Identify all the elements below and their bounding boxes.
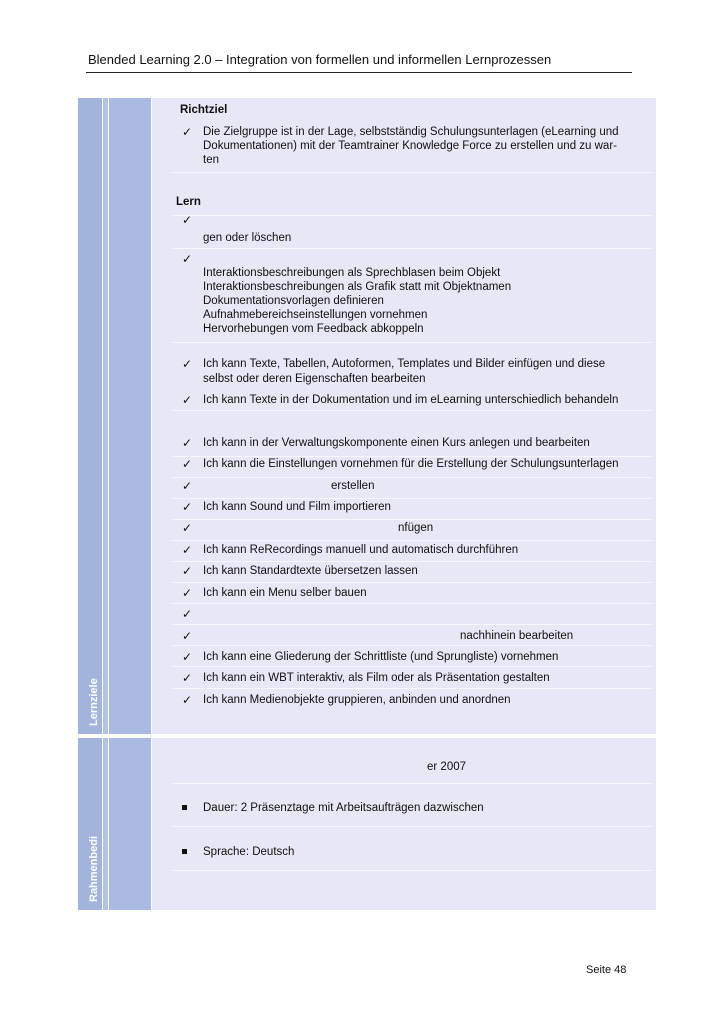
- rahmen-sprache: Sprache: Deutsch: [203, 846, 295, 858]
- lern-item-10: Ich kann ReRecordings manuell und automatisch durchführen: [203, 544, 519, 556]
- checkmark-icon: ✓: [182, 357, 193, 371]
- row-divider: [172, 561, 652, 562]
- row-divider: [172, 688, 652, 689]
- content-cell-lernziele: [152, 98, 656, 734]
- rahmen-dauer: Dauer: 2 Präsenztage mit Arbeitsaufträgen dazwischen: [203, 802, 484, 814]
- sidebar-column-b-lernziele: [103, 98, 108, 734]
- lern-item-17: Ich kann Medienobjekte gruppieren, anbinden und anordnen: [203, 694, 511, 706]
- square-bullet-icon: [182, 805, 187, 810]
- checkmark-icon: ✓: [182, 543, 193, 557]
- row-divider: [172, 826, 652, 827]
- sidebar-column-b-rahmen: [103, 738, 108, 910]
- row-divider: [172, 498, 652, 499]
- section-label-rahmenbedingungen: Rahmenbedi: [88, 835, 100, 902]
- header-rule: [86, 72, 632, 73]
- lern-item-11: Ich kann Standardtexte übersetzen lassen: [203, 565, 418, 577]
- row-divider: [172, 248, 652, 249]
- row-divider: [172, 477, 652, 478]
- lern-item-5: Ich kann in der Verwaltungskomponente einen Kurs anlegen und bearbeiten: [203, 437, 590, 449]
- sidebar-column-c-rahmen: [109, 738, 151, 910]
- checkmark-icon: ✓: [182, 393, 193, 407]
- lern-item-3-line-1: Ich kann Texte, Tabellen, Autoformen, Templates und Bilder einfügen und diese: [203, 358, 606, 370]
- checkmark-icon: ✓: [182, 629, 193, 643]
- row-divider: [172, 870, 652, 871]
- checkmark-icon: ✓: [182, 252, 193, 266]
- document-header-title: Blended Learning 2.0 – Integration von formellen und informellen Lernprozessen: [88, 52, 552, 67]
- checkmark-icon: ✓: [182, 125, 193, 139]
- lern-item-16: Ich kann ein WBT interaktiv, als Film oder als Präsentation gestalten: [203, 672, 550, 684]
- richtziel-heading: Richtziel: [180, 104, 228, 116]
- lern-item-6: Ich kann die Einstellungen vornehmen für die Erstellung der Schulungsunterlagen: [203, 458, 619, 470]
- lern-item-8: Ich kann Sound und Film importieren: [203, 501, 391, 513]
- checkmark-icon: ✓: [182, 564, 193, 578]
- checkmark-icon: ✓: [182, 213, 193, 227]
- row-divider: [172, 172, 652, 173]
- lern-item-2-line-5: Hervorhebungen vom Feedback abkoppeln: [203, 323, 424, 335]
- row-divider: [172, 624, 652, 625]
- rahmen-date-fragment: er 2007: [427, 761, 467, 773]
- lern-item-4: Ich kann Texte in der Dokumentation und im eLearning unterschiedlich behandeln: [203, 394, 619, 406]
- lern-item-14: nachhinein bearbeiten: [460, 630, 574, 642]
- row-divider: [172, 215, 652, 216]
- row-divider: [172, 540, 652, 541]
- square-bullet-icon: [182, 849, 187, 854]
- row-divider: [172, 783, 652, 784]
- checkmark-icon: ✓: [182, 671, 193, 685]
- checkmark-icon: ✓: [182, 436, 193, 450]
- sidebar-column-c-lernziele: [109, 98, 151, 734]
- lernziele-heading: Lern: [176, 196, 201, 208]
- content-cell-rahmen: [152, 738, 656, 910]
- lern-item-12: Ich kann ein Menu selber bauen: [203, 587, 367, 599]
- richtziel-line-1: Die Zielgruppe ist in der Lage, selbstständig Schulungsunterlagen (eLearning und: [203, 126, 619, 138]
- lern-item-2-line-1: Interaktionsbeschreibungen als Sprechblasen beim Objekt: [203, 267, 501, 279]
- checkmark-icon: ✓: [182, 586, 193, 600]
- row-divider: [172, 666, 652, 667]
- row-divider: [172, 603, 652, 604]
- checkmark-icon: ✓: [182, 521, 193, 535]
- checkmark-icon: ✓: [182, 693, 193, 707]
- lern-item-9: nfügen: [398, 522, 434, 534]
- lern-item-7: erstellen: [331, 480, 375, 492]
- checkmark-icon: ✓: [182, 607, 193, 621]
- lern-item-2-line-3: Dokumentationsvorlagen definieren: [203, 295, 384, 307]
- section-label-lernziele: Lernziele: [88, 678, 100, 726]
- lern-item-2-line-2: Interaktionsbeschreibungen als Grafik statt mit Objektnamen: [203, 281, 512, 293]
- checkmark-icon: ✓: [182, 479, 193, 493]
- checkmark-icon: ✓: [182, 457, 193, 471]
- lern-item-3-line-2: selbst oder deren Eigenschaften bearbeiten: [203, 373, 426, 385]
- richtziel-line-2: Dokumentationen) mit der Teamtrainer Knowledge Force zu erstellen und zu war-: [203, 140, 617, 152]
- checkmark-icon: ✓: [182, 500, 193, 514]
- row-divider: [172, 645, 652, 646]
- row-divider: [172, 342, 652, 343]
- page-number: Seite 48: [586, 964, 627, 976]
- row-divider: [172, 519, 652, 520]
- row-divider: [172, 410, 652, 411]
- checkmark-icon: ✓: [182, 650, 193, 664]
- lern-item-1-line-2: gen oder löschen: [203, 232, 292, 244]
- row-divider: [172, 582, 652, 583]
- lern-item-15: Ich kann eine Gliederung der Schrittliste (und Sprungliste) vornehmen: [203, 651, 559, 663]
- sidebar-column-a-lernziele: [78, 98, 102, 734]
- richtziel-line-3: ten: [203, 154, 219, 166]
- lern-item-2-line-4: Aufnahmebereichseinstellungen vornehmen: [203, 309, 428, 321]
